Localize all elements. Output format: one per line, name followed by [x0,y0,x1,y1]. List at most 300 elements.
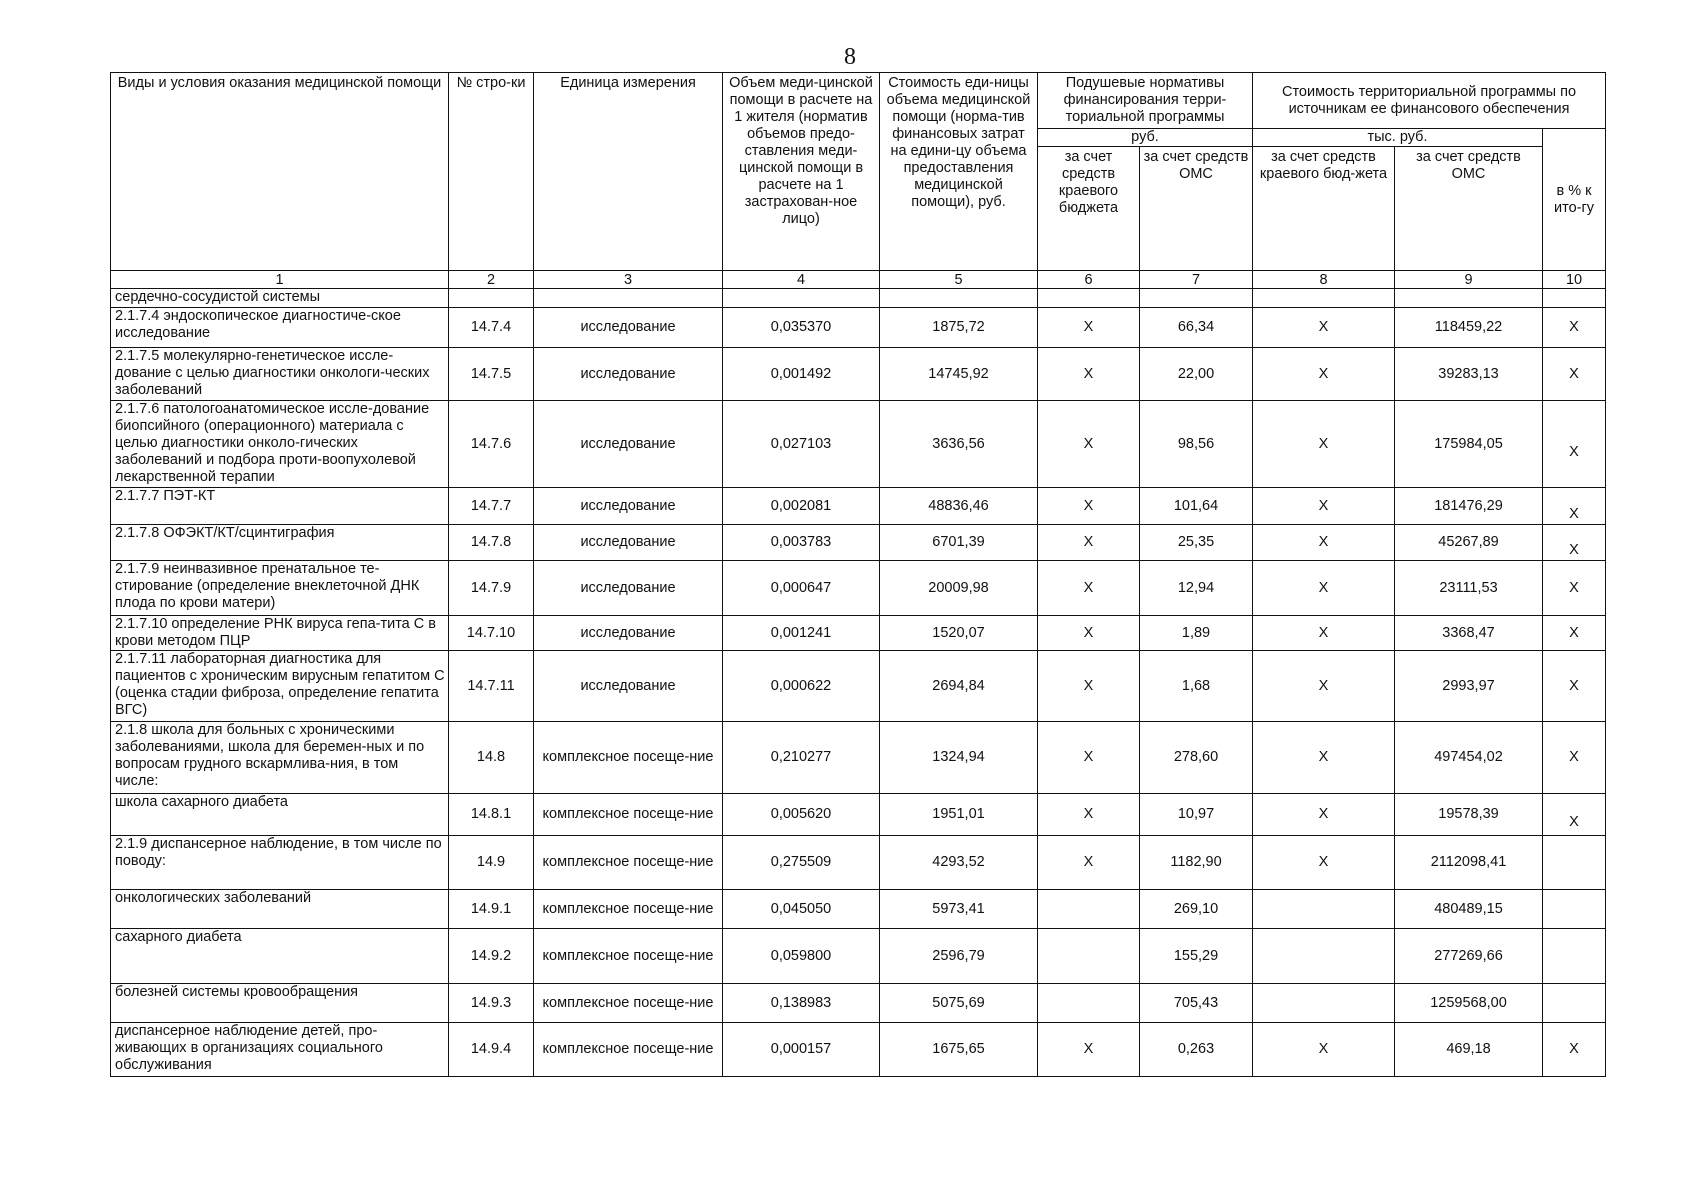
table-row [111,348,1606,401]
header-thousand-rub-unit: тыс. руб. [1253,129,1543,147]
regional-budget-thousand-cell [1253,836,1395,890]
regional-budget-thousand-value: X [1318,806,1329,822]
oms-thousand-cell [1395,1023,1543,1077]
regional-budget-thousand-value: X [1318,579,1329,596]
regional-budget-thousand-value: X [1318,319,1329,335]
unit-value: исследование [580,365,676,382]
row-number-cell [449,401,534,488]
volume-value: 0,001492 [770,365,832,382]
unit-cell [534,929,723,984]
column-number: 10 [1543,271,1606,289]
unit-cost-cell [880,929,1038,984]
row-number-cell [449,890,534,929]
volume-value: 0,000157 [770,1041,832,1057]
column-number: 9 [1395,271,1543,289]
table-header [111,73,1606,289]
unit-cell [534,984,723,1023]
service-name-cell [111,401,449,488]
service-name-cell [111,794,449,836]
unit-value: исследование [580,497,676,514]
unit-cell [534,401,723,488]
service-name-value: болезней системы кровообращения [115,984,359,1000]
volume-cell [723,616,880,651]
regional-budget-thousand-value: X [1318,624,1329,641]
volume-cell [723,1023,880,1077]
column-number: 5 [880,271,1038,289]
oms-rub-cell [1140,525,1253,561]
regional-budget-rub-cell [1038,308,1140,348]
regional-budget-thousand-cell [1253,616,1395,651]
percent-cell [1543,1023,1606,1077]
oms-rub-value: 278,60 [1173,749,1219,765]
percent-cell [1543,890,1606,929]
table-row [111,561,1606,616]
regional-budget-thousand-cell [1253,525,1395,561]
regional-budget-thousand-value: X [1318,749,1329,765]
regional-budget-thousand-cell [1253,984,1395,1023]
header-oms-thousand: за счет средств ОМС [1395,147,1543,271]
service-name-cell [111,525,449,561]
table-row [111,929,1606,984]
service-name-value: 2.1.7.6 патологоанатомическое иссле-дование биопсийного (операционного) материала с целью диагностики онколо-гических заболеваний и подбора проти-воопухолевой лекарственной терапии [115,401,430,485]
unit-cost-value: 1324,94 [932,749,985,765]
table-row [111,289,1606,308]
volume-value: 0,275509 [770,854,832,870]
volume-value: 0,059800 [770,947,832,964]
unit-cost-cell [880,651,1038,722]
row-number-cell [449,616,534,651]
regional-budget-thousand-cell [1253,488,1395,525]
volume-value: 0,000622 [770,677,832,694]
unit-cost-value: 2596,79 [932,947,985,964]
regional-budget-rub-cell [1038,794,1140,836]
program-cost-table [110,72,1606,1077]
regional-budget-thousand-value: X [1318,1041,1329,1057]
service-name-value: 2.1.7.11 лабораторная диагностика для пациентов с хроническим вирусным гепатитом С (оценка стадии фиброза, определение гепатита ВГС) [115,651,445,718]
row-number-value: 14.7.7 [470,497,512,514]
oms-thousand-value: 3368,47 [1442,624,1495,641]
oms-thousand-value: 19578,39 [1438,806,1499,822]
percent-value: X [1569,505,1579,522]
unit-value: комплексное посеще-ние [542,994,714,1011]
table-body [111,289,1606,1077]
percent-value: X [1569,677,1579,694]
oms-rub-value: 25,35 [1177,534,1215,550]
oms-rub-value: 1182,90 [1170,854,1222,870]
oms-rub-value: 1,89 [1181,624,1211,641]
regional-budget-rub-cell [1038,890,1140,929]
unit-cell [534,651,723,722]
oms-thousand-cell [1395,890,1543,929]
service-name-value: диспансерное наблюдение детей, про-живающих в организациях социального обслуживания [115,1023,383,1073]
header-unit: Единица измерения [534,73,723,271]
unit-cell [534,348,723,401]
column-number: 7 [1140,271,1253,289]
unit-cost-value: 1520,07 [932,624,985,641]
header-volume: Объем меди-цинской помощи в расчете на 1 жителя (норматив объемов предо-ставления меди-цинской помощи в расчете на 1 застрахован-ное лицо) [723,73,880,271]
unit-cell [534,1023,723,1077]
row-number-cell [449,984,534,1023]
row-number-value: 14.7.11 [467,677,515,694]
volume-cell [723,929,880,984]
unit-cost-cell [880,488,1038,525]
unit-value: исследование [580,319,676,335]
oms-rub-value: 1,68 [1181,677,1211,694]
unit-cell [534,890,723,929]
row-number-value: 14.8 [476,749,506,765]
volume-cell [723,488,880,525]
unit-cell [534,722,723,794]
regional-budget-rub-value: X [1083,319,1094,335]
service-name-value: онкологических заболеваний [115,890,312,906]
regional-budget-rub-value: X [1083,749,1094,765]
percent-cell [1543,836,1606,890]
unit-cost-value: 3636,56 [932,435,985,452]
continuation-text: сердечно-сосудистой системы [111,289,449,308]
service-name-value: 2.1.9 диспансерное наблюдение, в том числе по поводу: [115,836,442,869]
service-name-cell [111,890,449,929]
unit-cost-value: 6701,39 [932,534,985,550]
unit-value: комплексное посеще-ние [542,806,714,822]
oms-rub-value: 98,56 [1177,435,1215,452]
regional-budget-thousand-value: X [1318,365,1329,382]
unit-value: исследование [580,435,676,452]
row-number-cell [449,794,534,836]
regional-budget-rub-cell [1038,348,1140,401]
oms-thousand-value: 2112098,41 [1430,854,1507,870]
unit-value: комплексное посеще-ние [542,947,714,964]
oms-rub-cell [1140,890,1253,929]
regional-budget-thousand-cell [1253,890,1395,929]
table-row [111,488,1606,525]
percent-cell [1543,401,1606,488]
regional-budget-thousand-cell [1253,348,1395,401]
service-name-value: 2.1.7.5 молекулярно-генетическое иссле-дование с целью диагностики онкологи-ческих заболеваний [115,348,430,398]
unit-cell [534,308,723,348]
table-row [111,722,1606,794]
oms-rub-value: 22,00 [1177,365,1215,382]
table-row [111,890,1606,929]
column-number: 1 [111,271,449,289]
regional-budget-rub-value: X [1083,365,1094,382]
volume-value: 0,005620 [770,806,832,822]
volume-value: 0,138983 [770,994,832,1011]
percent-value: X [1569,365,1579,382]
row-number-cell [449,488,534,525]
volume-value: 0,000647 [770,579,832,596]
unit-value: комплексное посеще-ние [542,1041,714,1057]
header-regional-budget-rub: за счет средств краевого бюджета [1038,147,1140,271]
oms-thousand-cell [1395,561,1543,616]
regional-budget-rub-value: X [1083,806,1094,822]
oms-rub-cell [1140,794,1253,836]
unit-cost-value: 4293,52 [932,854,985,870]
regional-budget-rub-cell [1038,561,1140,616]
regional-budget-thousand-cell [1253,561,1395,616]
volume-cell [723,722,880,794]
row-number-cell [449,348,534,401]
service-name-cell [111,836,449,890]
oms-thousand-value: 181476,29 [1434,497,1503,514]
percent-cell [1543,348,1606,401]
regional-budget-rub-value: X [1083,854,1094,870]
unit-value: исследование [580,534,676,550]
percent-cell [1543,561,1606,616]
oms-rub-cell [1140,348,1253,401]
oms-rub-value: 12,94 [1177,579,1215,596]
volume-value: 0,027103 [770,435,832,452]
regional-budget-thousand-cell [1253,651,1395,722]
oms-rub-value: 66,34 [1177,319,1215,335]
unit-value: исследование [580,624,676,641]
oms-thousand-value: 1259568,00 [1430,994,1507,1011]
unit-cell [534,616,723,651]
oms-rub-cell [1140,984,1253,1023]
header-regional-budget-thousand: за счет средств краевого бюд-жета [1253,147,1395,271]
regional-budget-rub-cell [1038,401,1140,488]
oms-thousand-value: 45267,89 [1438,534,1499,550]
oms-thousand-cell [1395,616,1543,651]
service-name-value: сахарного диабета [115,929,242,945]
regional-budget-thousand-value: X [1318,497,1329,514]
percent-value: X [1569,814,1579,830]
percent-cell [1543,794,1606,836]
table-row [111,308,1606,348]
volume-value: 0,045050 [770,900,832,917]
unit-cost-cell [880,890,1038,929]
percent-cell [1543,651,1606,722]
regional-budget-rub-value: X [1083,534,1094,550]
oms-thousand-cell [1395,401,1543,488]
unit-value: исследование [580,579,676,596]
oms-thousand-value: 23111,53 [1439,579,1498,596]
service-name-value: 2.1.8 школа для больных с хроническими заболеваниями, школа для беремен-ных и по вопросам грудного вскармлива-ния, в том числе: [115,722,425,789]
unit-cost-value: 5075,69 [932,994,985,1011]
row-number-value: 14.8.1 [470,806,512,822]
oms-rub-value: 10,97 [1177,806,1215,822]
regional-budget-thousand-cell [1253,794,1395,836]
unit-cost-value: 14745,92 [928,365,989,382]
percent-value: X [1569,319,1579,335]
oms-thousand-cell [1395,348,1543,401]
oms-rub-value: 0,263 [1177,1041,1215,1057]
row-number-value: 14.7.8 [470,534,512,550]
percent-value: X [1569,443,1579,460]
row-number-value: 14.9.3 [470,994,512,1011]
regional-budget-rub-value: X [1083,677,1094,694]
header-oms-rub: за счет средств ОМС [1140,147,1253,271]
unit-cost-cell [880,984,1038,1023]
table-row [111,984,1606,1023]
service-name-cell [111,488,449,525]
service-name-value: 2.1.7.9 неинвазивное пренатальное те-стирование (определение внеклеточной ДНК плода по крови матери) [115,561,420,611]
percent-value: X [1569,624,1579,641]
unit-cost-value: 1675,65 [932,1041,985,1057]
table-row [111,794,1606,836]
unit-value: комплексное посеще-ние [542,900,714,917]
unit-cost-value: 5973,41 [932,900,985,917]
percent-value: X [1569,579,1579,596]
volume-value: 0,002081 [770,497,832,514]
oms-rub-value: 101,64 [1173,497,1219,514]
regional-budget-rub-cell [1038,836,1140,890]
service-name-value: школа сахарного диабета [115,794,288,810]
oms-thousand-cell [1395,488,1543,525]
oms-thousand-cell [1395,929,1543,984]
percent-cell [1543,929,1606,984]
unit-cost-cell [880,794,1038,836]
header-rub-unit: руб. [1038,129,1253,147]
unit-value: комплексное посеще-ние [542,854,714,870]
service-name-cell [111,722,449,794]
regional-budget-rub-cell [1038,488,1140,525]
service-name-cell [111,561,449,616]
oms-thousand-value: 39283,13 [1438,365,1499,382]
service-name-cell [111,616,449,651]
volume-cell [723,308,880,348]
percent-cell [1543,616,1606,651]
percent-value: X [1569,542,1579,558]
oms-rub-cell [1140,401,1253,488]
unit-cost-cell [880,308,1038,348]
column-number: 4 [723,271,880,289]
row-number-value: 14.7.5 [470,365,512,382]
oms-thousand-value: 480489,15 [1434,900,1503,917]
oms-thousand-cell [1395,794,1543,836]
regional-budget-thousand-cell [1253,929,1395,984]
oms-rub-value: 269,10 [1173,900,1219,917]
volume-cell [723,836,880,890]
table-row [111,616,1606,651]
header-services: Виды и условия оказания медицинской помощи [111,73,449,271]
header-row-number: № стро-ки [449,73,534,271]
oms-thousand-value: 469,18 [1446,1041,1491,1057]
unit-value: комплексное посеще-ние [542,749,714,765]
oms-thousand-cell [1395,984,1543,1023]
volume-value: 0,210277 [770,749,832,765]
unit-cost-cell [880,722,1038,794]
column-number: 6 [1038,271,1140,289]
percent-cell [1543,984,1606,1023]
unit-cell [534,488,723,525]
oms-rub-value: 155,29 [1173,947,1219,964]
row-number-cell [449,308,534,348]
oms-thousand-value: 118459,22 [1434,319,1503,335]
service-name-cell [111,1023,449,1077]
unit-cost-cell [880,616,1038,651]
volume-cell [723,348,880,401]
header-per-capita: Подушевые нормативы финансирования терри-ториальной программы [1038,73,1253,129]
regional-budget-thousand-value: X [1318,677,1329,694]
header-percent: в % к ито-гу [1543,129,1606,271]
row-number-value: 14.7.9 [470,579,512,596]
regional-budget-thousand-cell [1253,1023,1395,1077]
regional-budget-thousand-value: X [1318,854,1329,870]
table-row [111,525,1606,561]
percent-value: X [1569,1041,1579,1057]
oms-thousand-cell [1395,836,1543,890]
row-number-cell [449,561,534,616]
regional-budget-rub-cell [1038,1023,1140,1077]
unit-cost-cell [880,401,1038,488]
column-number: 3 [534,271,723,289]
oms-rub-cell [1140,722,1253,794]
service-name-value: 2.1.7.7 ПЭТ-КТ [115,488,216,504]
unit-cost-value: 2694,84 [932,677,985,694]
volume-cell [723,561,880,616]
unit-cost-value: 20009,98 [928,579,989,596]
oms-thousand-value: 497454,02 [1434,749,1503,765]
regional-budget-rub-cell [1038,616,1140,651]
unit-cost-value: 1951,01 [932,806,985,822]
volume-value: 0,035370 [770,319,832,335]
row-number-cell [449,929,534,984]
row-number-value: 14.7.4 [470,319,512,335]
unit-cell [534,836,723,890]
column-number: 2 [449,271,534,289]
row-number-cell [449,1023,534,1077]
volume-cell [723,651,880,722]
regional-budget-rub-cell [1038,984,1140,1023]
table-row [111,651,1606,722]
service-name-cell [111,984,449,1023]
regional-budget-rub-cell [1038,525,1140,561]
regional-budget-thousand-cell [1253,722,1395,794]
unit-value: исследование [580,677,676,694]
oms-rub-cell [1140,561,1253,616]
row-number-value: 14.7.6 [470,435,512,452]
percent-cell [1543,722,1606,794]
percent-cell [1543,525,1606,561]
oms-rub-cell [1140,836,1253,890]
row-number-cell [449,836,534,890]
oms-thousand-cell [1395,525,1543,561]
row-number-cell [449,722,534,794]
regional-budget-thousand-cell [1253,401,1395,488]
regional-budget-thousand-value: X [1318,534,1329,550]
row-number-cell [449,651,534,722]
volume-cell [723,525,880,561]
row-number-value: 14.9.1 [470,900,512,917]
table-row [111,1023,1606,1077]
service-name-cell [111,308,449,348]
oms-rub-cell [1140,488,1253,525]
oms-thousand-value: 175984,05 [1434,435,1503,452]
table-row [111,836,1606,890]
oms-thousand-cell [1395,308,1543,348]
percent-value: X [1569,749,1579,765]
unit-cost-value: 48836,46 [928,497,989,514]
volume-value: 0,001241 [770,624,832,641]
unit-cost-cell [880,525,1038,561]
percent-cell [1543,308,1606,348]
unit-cost-value: 1875,72 [932,319,985,335]
oms-rub-cell [1140,651,1253,722]
oms-rub-cell [1140,616,1253,651]
regional-budget-rub-value: X [1083,1041,1094,1057]
oms-rub-cell [1140,1023,1253,1077]
row-number-value: 14.9.2 [470,947,512,964]
unit-cell [534,525,723,561]
unit-cost-cell [880,561,1038,616]
volume-cell [723,890,880,929]
service-name-value: 2.1.7.10 определение РНК вируса гепа-тита С в крови методом ПЦР [115,616,436,649]
volume-value: 0,003783 [770,534,832,550]
page-number: 8 [844,44,856,70]
service-name-cell [111,651,449,722]
service-name-value: 2.1.7.8 ОФЭКТ/КТ/сцинтиграфия [115,525,335,541]
oms-thousand-value: 277269,66 [1434,947,1503,964]
